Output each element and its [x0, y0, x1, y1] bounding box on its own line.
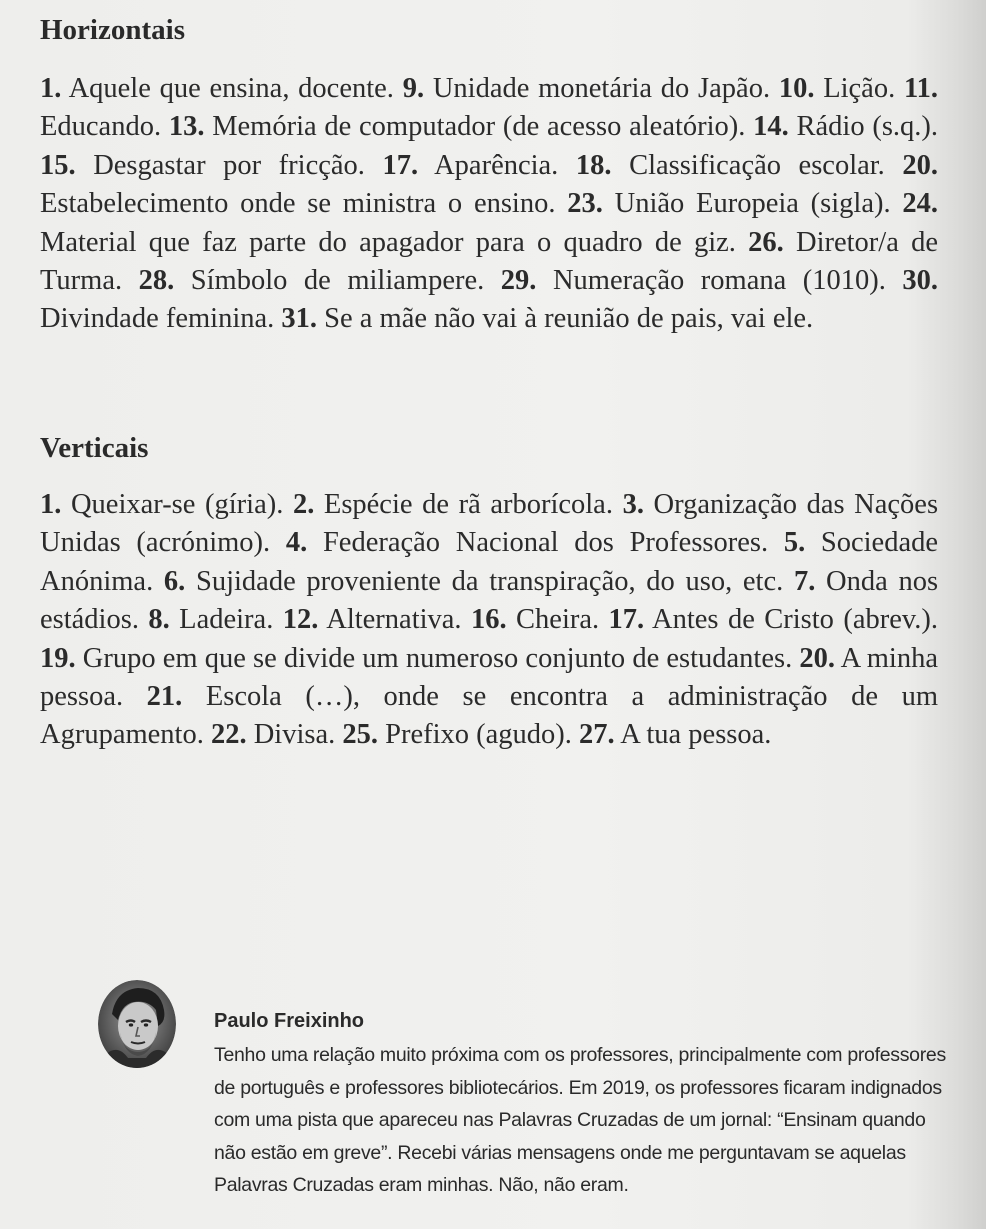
horizontais-clues [40, 70, 938, 339]
clue-text: Queixar-se (gíria). [70, 489, 284, 520]
clue-number: 17. [382, 149, 419, 181]
clue-number: 16. [470, 604, 507, 636]
clue-text: Desgastar por fricção. [93, 149, 365, 181]
author-portrait-icon [98, 980, 176, 1068]
clue-item [40, 489, 283, 520]
clue-text: Símbolo de miliampere. [190, 265, 485, 297]
clue-number: 21. [146, 681, 183, 713]
clue-item [164, 566, 783, 597]
clue-number: 13. [168, 111, 205, 143]
clue-item [169, 111, 746, 142]
clue-text: Federação Nacional dos Professores. [322, 527, 769, 559]
clue-number: 12. [282, 604, 319, 636]
clue-text: Cheira. [516, 604, 600, 636]
clue-number: 27. [579, 719, 615, 751]
clue-text: Classificação escolar. [629, 149, 885, 181]
clue-text: Alternativa. [326, 604, 462, 636]
clue-number: 23. [567, 188, 603, 220]
clue-text: Aquele que ensina, docente. [68, 73, 394, 104]
clue-text: Escola (…), onde se encontra a administração de um Agrupamento. [40, 681, 938, 751]
clue-number: 15. [40, 149, 76, 181]
clue-item [576, 150, 885, 181]
clue-number: 4. [285, 527, 308, 559]
clue-text: Se a mãe não vai à reunião de pais, vai ele. [324, 303, 814, 335]
clue-number: 2. [292, 489, 315, 520]
clue-item [40, 150, 365, 181]
clue-item [293, 489, 613, 520]
clue-text: Educando. [40, 111, 162, 143]
clue-item [579, 719, 771, 750]
clue-text: Ladeira. [179, 604, 274, 636]
verticais-clues [40, 486, 938, 755]
author-note [214, 1007, 960, 1202]
clue-text: Sociedade Anónima. [40, 527, 939, 597]
clue-text: Numeração romana (1010). [552, 265, 886, 297]
author-text: Tenho uma relação muito próxima com os professores, principalmente com professores de português e professores bibliotecários. Em 2019, os professores ficaram indignados com uma pista que apareceu nas Palavras Cruzadas de um jornal: “Ensinam quando não estão em greve”. Recebi várias mensagens onde me perguntavam se aquelas Palavras Cruzadas eram minhas. Não, não eram. [214, 1044, 946, 1197]
clue-item [779, 73, 895, 104]
clue-text: Estabelecimento onde se ministra o ensino. [40, 188, 556, 220]
clue-text: Onda nos estádios. [40, 565, 939, 636]
clue-number: 3. [622, 489, 644, 520]
clue-text: Lição. [823, 73, 896, 104]
clue-item [567, 188, 890, 219]
clue-number: 31. [281, 303, 318, 335]
clue-number: 9. [402, 73, 425, 104]
clue-text: Rádio (s.q.). [796, 111, 939, 143]
clue-item [139, 265, 485, 296]
clue-number: 6. [163, 565, 186, 597]
clue-number: 28. [138, 265, 175, 297]
clue-text: Sujidade proveniente da transpiração, do uso, etc. [195, 565, 784, 597]
clue-text: Divindade feminina. [40, 303, 275, 335]
clue-number: 25. [342, 719, 379, 751]
clue-item [609, 604, 938, 635]
clue-text: Divisa. [253, 719, 336, 751]
author-name: Paulo Freixinho [214, 1010, 365, 1032]
verticais-heading: Verticais [40, 432, 149, 464]
clue-number: 29. [500, 265, 537, 297]
author-avatar [98, 980, 176, 1068]
clue-number: 17. [608, 604, 645, 636]
clue-item [281, 303, 813, 334]
clue-item [148, 604, 273, 635]
clue-item [283, 604, 462, 635]
clue-text: Material que faz parte do apagador para o quadro de giz. [40, 226, 736, 258]
clue-number: 11. [903, 73, 939, 104]
clue-item [501, 265, 886, 296]
clue-number: 20. [799, 642, 835, 674]
clue-item [40, 643, 792, 674]
clue-item [753, 111, 938, 142]
clue-number: 8. [148, 604, 170, 636]
clue-item [286, 527, 768, 558]
clue-text: Aparência. [434, 149, 559, 181]
clue-number: 14. [753, 111, 789, 143]
clue-number: 19. [40, 642, 76, 674]
clue-text: A tua pessoa. [620, 719, 772, 751]
clue-number: 1. [40, 489, 62, 520]
horizontais-heading: Horizontais [40, 14, 185, 46]
clue-item [382, 150, 558, 181]
clue-text: Antes de Cristo (abrev.). [652, 604, 939, 636]
clue-number: 26. [748, 226, 784, 258]
clue-number: 22. [210, 719, 247, 751]
clue-text: União Europeia (sigla). [614, 188, 891, 220]
clue-item [211, 719, 335, 750]
clue-number: 7. [793, 565, 816, 597]
clue-text: Grupo em que se divide um numeroso conjunto de estudantes. [82, 642, 793, 674]
clue-number: 20. [902, 149, 938, 181]
clue-number: 5. [783, 527, 806, 559]
clue-number: 24. [902, 188, 939, 220]
clue-text: Organização das Nações Unidas (acrónimo). [40, 489, 939, 559]
clue-number: 1. [40, 73, 62, 104]
clue-text: Espécie de rã arborícola. [323, 489, 613, 520]
clue-text: A minha pessoa. [40, 642, 938, 713]
clue-text: Prefixo (agudo). [385, 719, 572, 751]
clue-number: 30. [902, 265, 939, 297]
clue-item [471, 604, 599, 635]
clue-text: Diretor/a de Turma. [40, 226, 938, 297]
clue-number: 10. [778, 73, 815, 104]
clue-item [403, 73, 770, 104]
clue-number: 18. [575, 149, 612, 181]
clue-item [40, 73, 394, 104]
clue-text: Memória de computador (de acesso aleatório). [212, 111, 746, 143]
clue-text: Unidade monetária do Japão. [432, 73, 771, 104]
clue-item [342, 719, 572, 750]
